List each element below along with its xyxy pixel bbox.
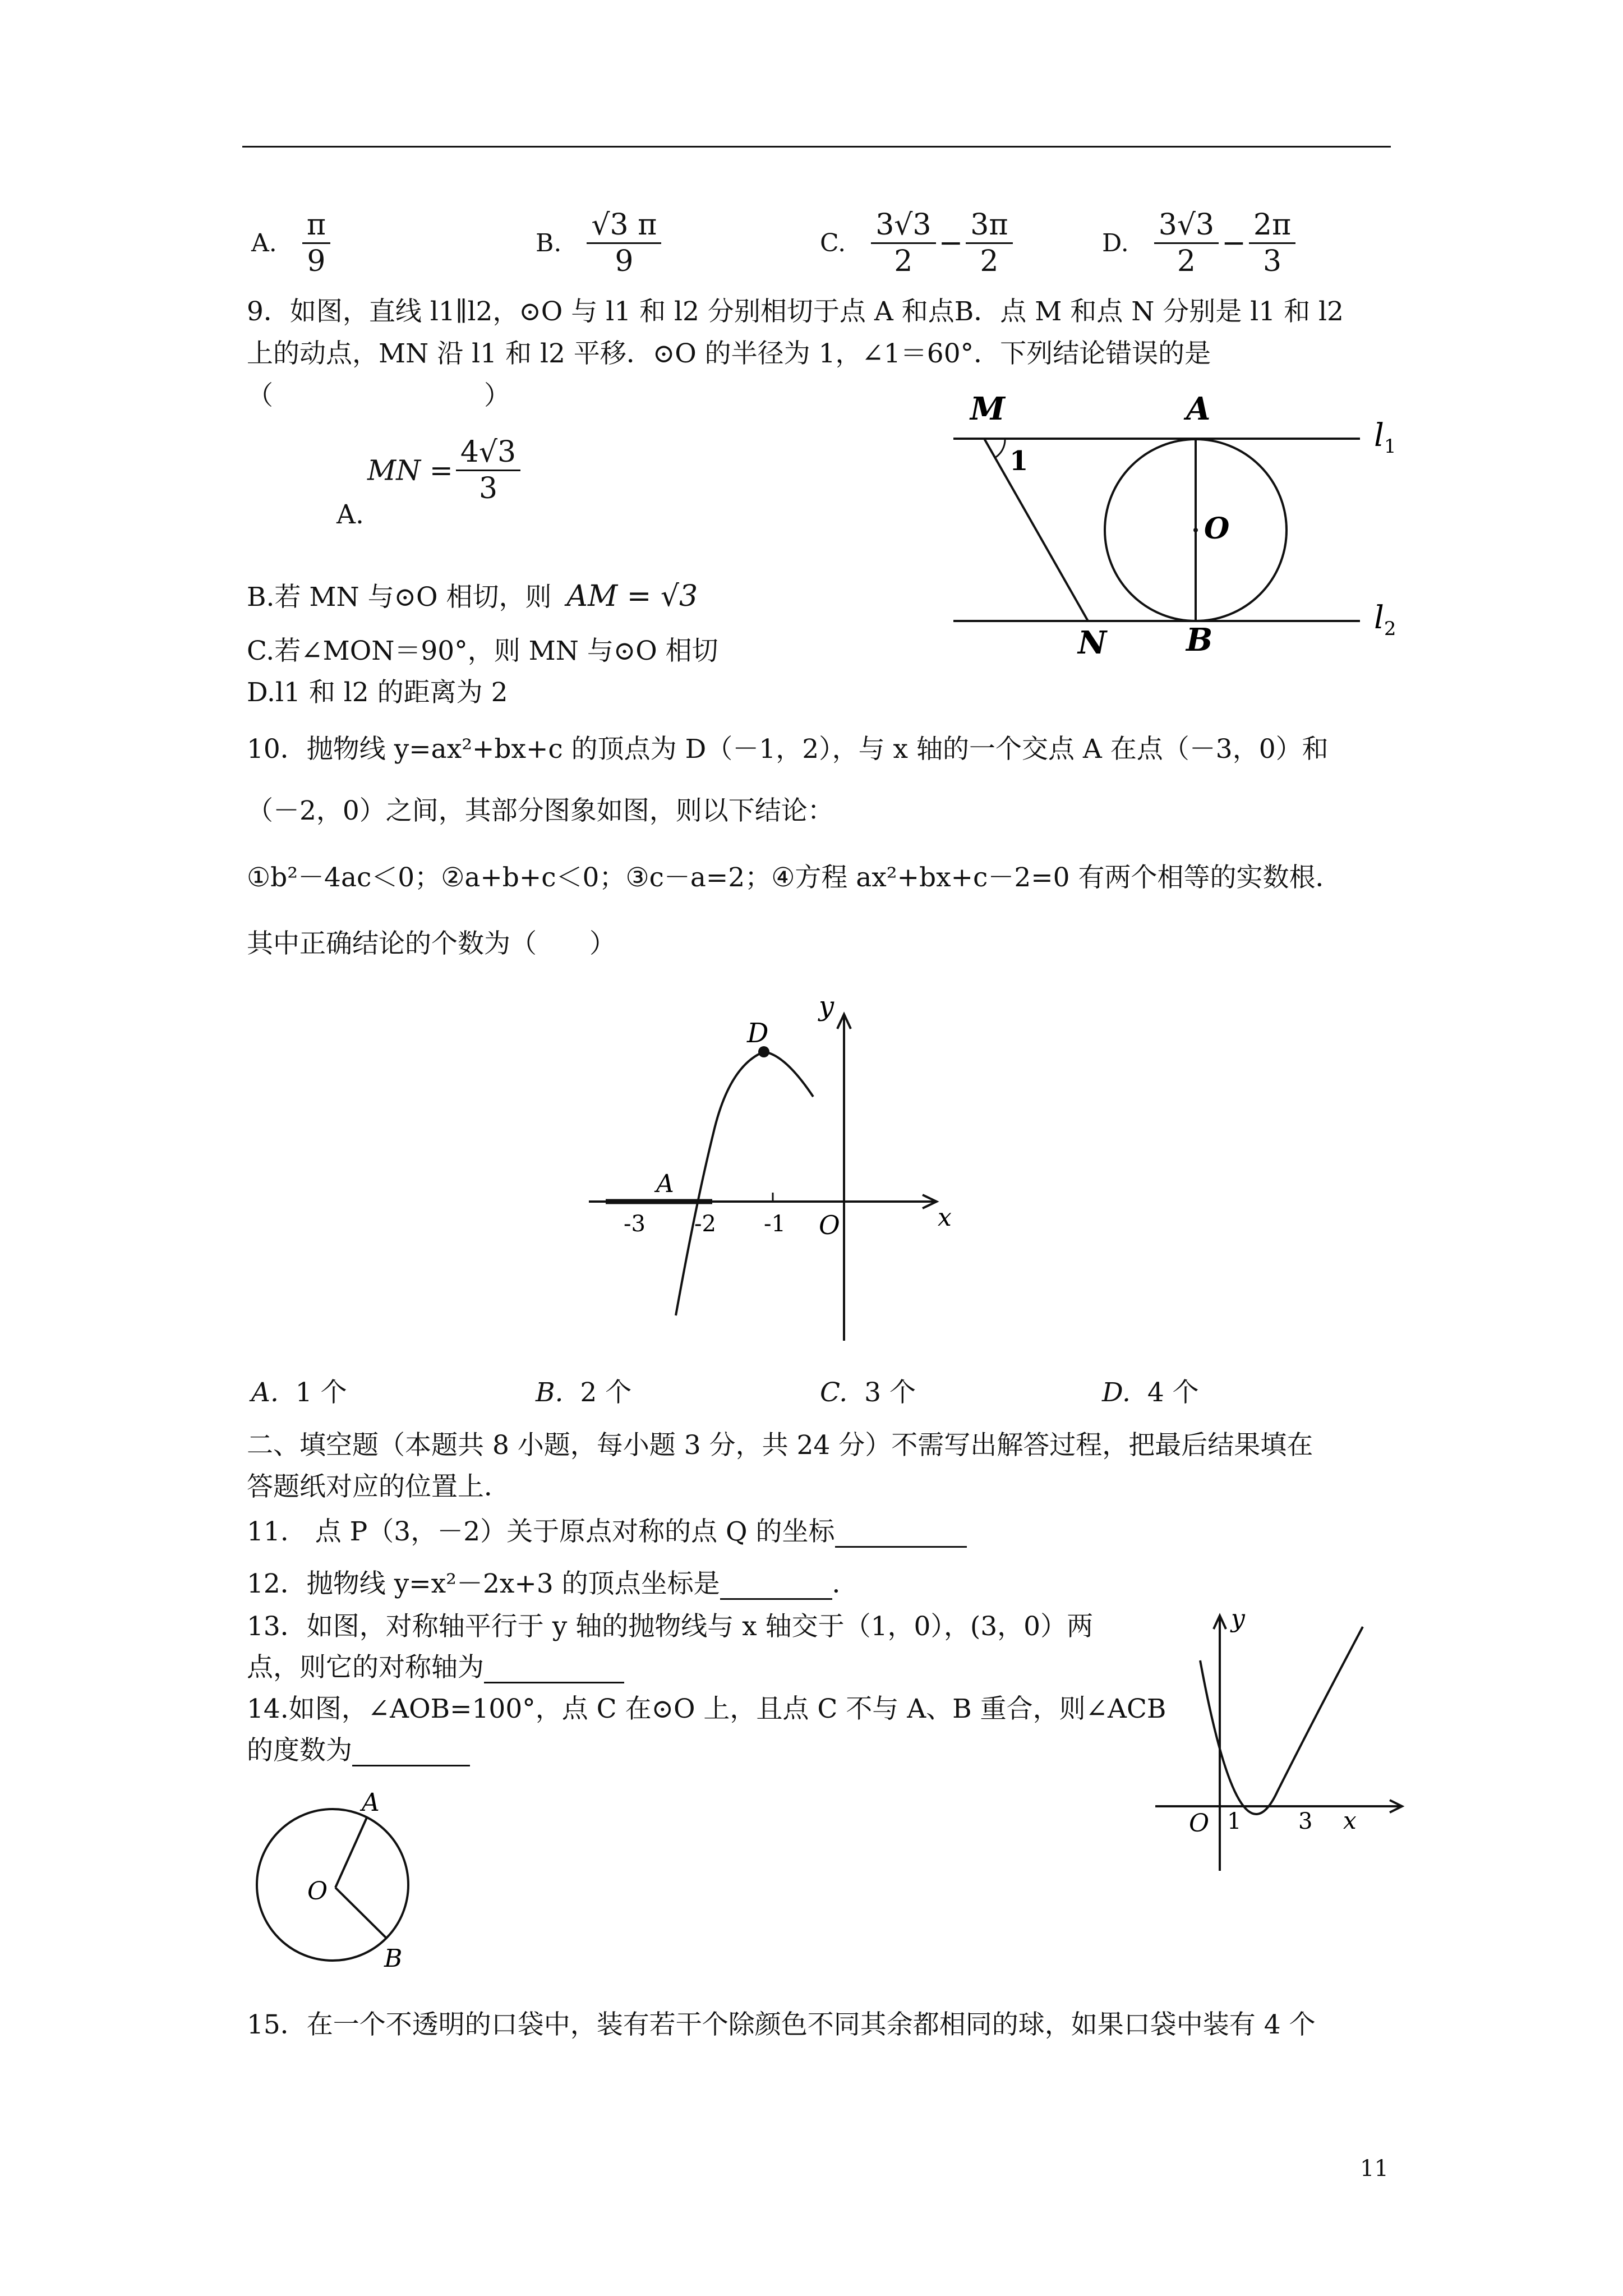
angle-1-arc [995, 439, 1005, 458]
label-a: A [1186, 390, 1211, 427]
q13-blank [484, 1657, 624, 1683]
label-d: D [747, 1018, 769, 1049]
tick-label-3: 3 [1298, 1809, 1313, 1834]
q10-figure [583, 993, 976, 1352]
label-b: B [1186, 622, 1213, 659]
q9-option-a-formula: MN = $\frac{4√3}{3}$ [367, 435, 520, 506]
q10-option-a: A. 1 个 [251, 1377, 347, 1408]
q9-option-c: C.若∠MON＝90°，则 MN 与⊙O 相切 [247, 636, 718, 666]
parabola-curve [1200, 1627, 1363, 1814]
label-m: M [970, 390, 1005, 427]
q14-stem-line2: 的度数为 [247, 1735, 470, 1766]
section2-heading-line1: 二、填空题（本题共 8 小题，每小题 3 分，共 24 分）不需写出解答过程，把最后结果填在 [247, 1430, 1313, 1461]
q11-blank [835, 1521, 967, 1548]
q9-stem-line1: 9．如图，直线 l1∥l2，⊙O 与 l1 和 l2 分别相切于点 A 和点B．点 M 和点 N 分别是 l1 和 l2 [247, 296, 1344, 327]
q8-option-d: D. $\frac{3√3}{2}$ − $\frac{2\pi}{3}$ [1102, 208, 1295, 279]
q10-option-d: D. 4 个 [1102, 1377, 1199, 1408]
q10-stem-line1: 10．抛物线 y=ax²+bx+c 的顶点为 D（－1，2），与 x 轴的一个交点 A 在点（－3，0）和 [247, 734, 1329, 765]
label-a: A [656, 1170, 674, 1198]
tick-label-neg1: -1 [764, 1211, 786, 1237]
label-l2: $l_2$ [1374, 600, 1396, 640]
q8-option-b: B. $\frac{√3 \pi}{9}$ [536, 208, 661, 279]
q12: 12．抛物线 y=x²－2x+3 的顶点坐标是 ． [247, 1568, 859, 1599]
q9-answer-parens: （ ） [247, 380, 510, 411]
q10-conclusions: ①b²－4ac＜0；②a+b+c＜0；③c－a=2；④方程 ax²+bx+c－2=0 有两个相等的实数根． [247, 862, 1342, 893]
q14-blank [352, 1740, 470, 1766]
q14-stem-line1: 14.如图，∠AOB=100°，点 C 在⊙O 上，且点 C 不与 A、B 重合，则∠ACB [247, 1694, 1166, 1724]
radius-oa [335, 1816, 367, 1888]
q10-option-b: B. 2 个 [536, 1377, 632, 1408]
label-angle-1: 1 [1009, 445, 1029, 477]
center-dot [1193, 528, 1198, 532]
page-number: 11 [1360, 2156, 1389, 2182]
label-o: O [1204, 512, 1230, 546]
q9-option-d: D.l1 和 l2 的距离为 2 [247, 677, 508, 708]
label-y: y [1231, 1604, 1245, 1633]
q9-option-a: A. [336, 499, 364, 530]
q8-option-c: C. $\frac{3√3}{2}$ − $\frac{3\pi}{2}$ [820, 208, 1013, 279]
label-o: O [307, 1877, 328, 1906]
header-rule [242, 146, 1391, 148]
q9-stem-line2: 上的动点，MN 沿 l1 和 l2 平移．⊙O 的半径为 1，∠1＝60°．下列结论错误的是 [247, 338, 1211, 369]
q13-figure [1155, 1604, 1419, 1874]
tick-label-neg2: -2 [694, 1211, 716, 1237]
label-origin: O [1189, 1809, 1210, 1838]
section2-heading-line2: 答题纸对应的位置上． [247, 1471, 510, 1502]
q8-option-a: A. $\frac{\pi}{9}$ [251, 208, 330, 279]
q9-option-b: B.若 MN 与⊙O 相切，则 AM = √3 [247, 579, 698, 613]
segment-mn [984, 439, 1088, 621]
label-x: x [1343, 1807, 1357, 1834]
q13-stem-line2: 点，则它的对称轴为 [247, 1652, 624, 1683]
label-b: B [384, 1944, 403, 1973]
tick-label-1: 1 [1227, 1809, 1242, 1834]
q10-stem-line2: （－2，0）之间，其部分图象如图，则以下结论： [247, 795, 834, 826]
label-n: N [1078, 624, 1107, 661]
parabola-curve [676, 1052, 813, 1315]
q9-figure [953, 387, 1413, 673]
label-l1: $l_1$ [1374, 417, 1396, 458]
q10-question: 其中正确结论的个数为（ ） [247, 928, 616, 959]
q12-blank [720, 1573, 832, 1600]
q15-stem: 15．在一个不透明的口袋中，装有若干个除颜色不同其余都相同的球，如果口袋中装有 4 个 [247, 2009, 1316, 2040]
tick-label-neg3: -3 [624, 1211, 645, 1237]
q11: 11. 点 P（3，－2）关于原点对称的点 Q 的坐标 [247, 1516, 967, 1548]
label-x: x [938, 1203, 952, 1232]
label-y: y [819, 993, 834, 1022]
q13-stem-line1: 13．如图，对称轴平行于 y 轴的抛物线与 x 轴交于（1，0），(3，0）两 [247, 1611, 1094, 1642]
label-origin: O [819, 1210, 840, 1240]
q10-option-c: C. 3 个 [820, 1377, 916, 1408]
label-a: A [362, 1789, 380, 1817]
q14-figure [241, 1789, 426, 1975]
radius-ob [335, 1888, 387, 1939]
